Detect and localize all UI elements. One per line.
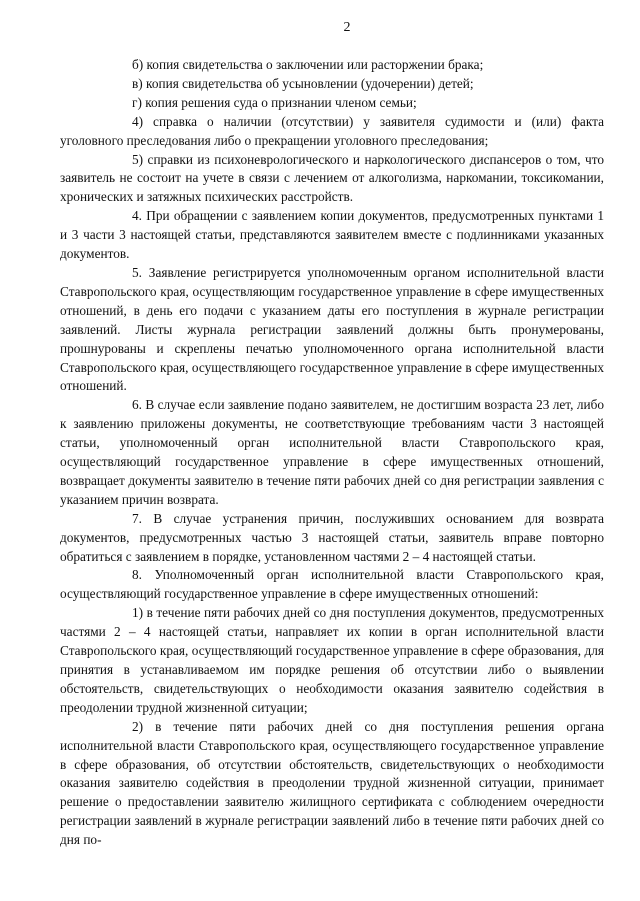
document-body bbox=[60, 56, 604, 850]
paragraph-item-5: 5) справки из психоневрологического и наркологического диспансеров о том, что заявитель не состоит на учете в связи с лечением от алкоголизма, наркомании, токсикомании, хронических и затяжных психических расстройств. bbox=[60, 151, 604, 205]
paragraph-part-8-item-2: 2) в течение пяти рабочих дней со дня поступления решения органа исполнительной власти Ставропольского края, осуществляющего государственное управление в сфере образования, об отсутствии обстоятельств, свидетельствующих о необходимости оказания заявителю содействия в преодолении трудной жизненной ситуации, принимает решение о предоставлении заявителю жилищного сертификата с соблюдением очередности регистрации заявлений в журнале регистрации заявлений либо в течение пяти рабочих дней со дня по- bbox=[60, 718, 604, 848]
paragraph-part-6: 6. В случае если заявление подано заявителем, не достигшим возраста 23 лет, либо к заявлению приложены документы, не соответствующие требованиям части 3 настоящей статьи, уполномоченный орган исполнительной власти Ставропольского края, осуществляющий государственное управление в сфере имущественных отношений, возвращает документы заявителю в течение пяти рабочих дней со дня регистрации заявления с указанием причин возврата. bbox=[60, 397, 604, 507]
paragraph-item-b: б) копия свидетельства о заключении или расторжении брака; bbox=[132, 57, 484, 72]
paragraph-part-7: 7. В случае устранения причин, послуживших основанием для возврата документов, предусмотренных частью 3 настоящей статьи, заявитель вправе повторно обратиться с заявлением в порядке, установленном частями 2 – 4 настоящей статьи. bbox=[60, 510, 604, 564]
paragraph-part-8-item-1: 1) в течение пяти рабочих дней со дня поступления документов, предусмотренных частями 2 – 4 настоящей статьи, направляет их копии в орган исполнительной власти Ставропольского края, осуществляющий государственное управление в сфере образования, для принятия в устанавливаемом им порядке решения об отсутствии либо о выявлении обстоятельств, свидетельствующих о необходимости оказания заявителю содействия в преодолении трудной жизненной ситуации; bbox=[60, 605, 604, 715]
paragraph-item-g: г) копия решения суда о признании членом семьи; bbox=[132, 94, 417, 110]
paragraph-item-v: в) копия свидетельства об усыновлении (удочерении) детей; bbox=[132, 75, 474, 91]
paragraph-part-4: 4. При обращении с заявлением копии документов, предусмотренных пунктами 1 и 3 части 3 настоящей статьи, представляются заявителем вместе с подлинниками указанных документов. bbox=[60, 208, 604, 262]
paragraph-item-4: 4) справка о наличии (отсутствии) у заявителя судимости и (или) факта уголовного преследования либо о прекращении уголовного преследования; bbox=[60, 113, 604, 148]
paragraph-part-8: 8. Уполномоченный орган исполнительной власти Ставропольского края, осуществляющий государственное управление в сфере имущественных отношений: bbox=[60, 567, 604, 602]
paragraph-part-5: 5. Заявление регистрируется уполномоченным органом исполнительной власти Ставропольского края, осуществляющим государственное управление в сфере имущественных отношений, в день его подачи с указанием даты его поступления в журнале регистрации заявлений. Листы журнала регистрации заявлений должны быть пронумерованы, прошнурованы и скреплены печатью уполномоченного органа исполнительной власти Ставропольского края, осуществляющего государственное управление в сфере имущественных отношений. bbox=[60, 264, 604, 394]
page-number: 2 bbox=[343, 20, 351, 35]
